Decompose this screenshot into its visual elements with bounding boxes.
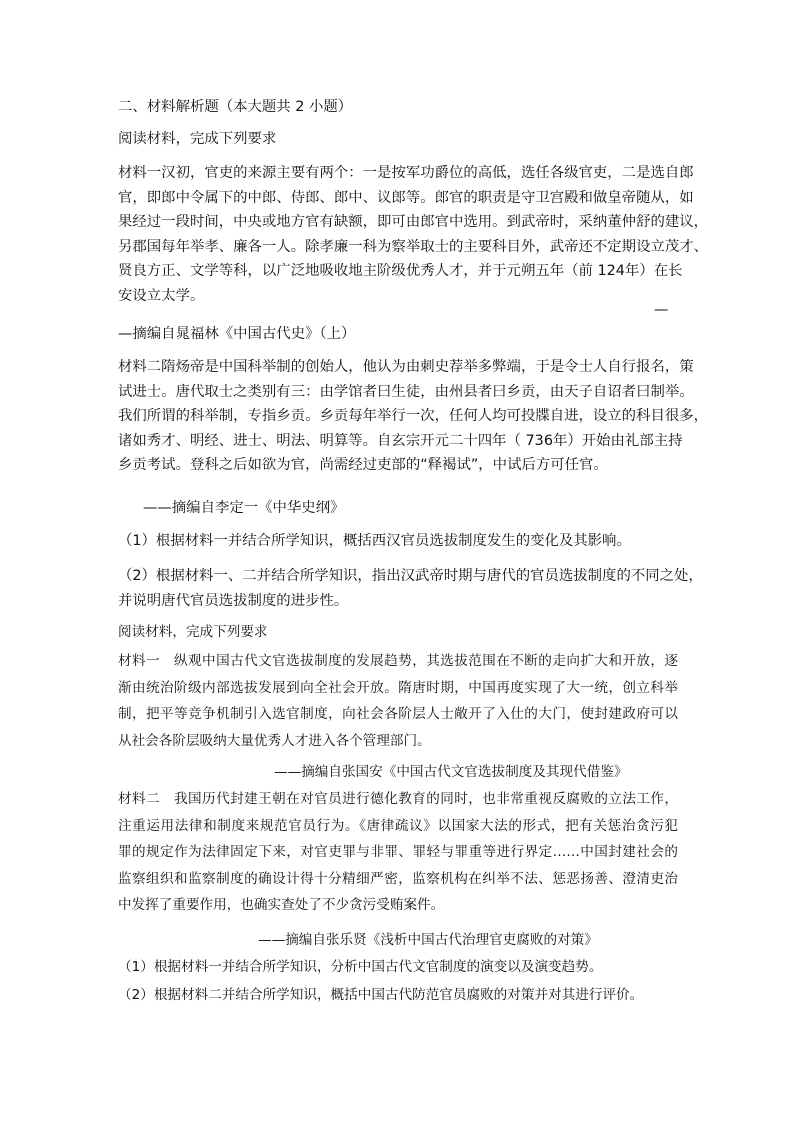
q2-m2-line: 中发挥了重要作用，也确实查处了不少贪污受贿案件。	[118, 897, 445, 913]
q2-m1-line: 渐由统治阶级内部选拔发展到向全社会开放。隋唐时期，中国再度实现了大一统，创立科举	[118, 679, 678, 696]
q1-instruction: 阅读材料，完成下列要求	[118, 131, 277, 147]
q2-question-1: （1）根据材料一并结合所学知识，分析中国古代文官制度的演变以及演变趋势。	[118, 959, 603, 975]
q1-m2-line: 材料二隋炀帝是中国科举制的创始人，他认为由刺史荐举多弊端，于是令士人自行报名，策	[118, 359, 694, 375]
q1-m1-line: 安设立太学。	[118, 287, 205, 304]
q2-m2-line: 罪的规定作为法律固定下来，对官吏罪与非罪、罪轻与罪重等进行界定……中国封建社会的	[118, 844, 678, 860]
q2-question-2: （2）根据材料二并结合所学知识，概括中国古代防范官员腐败的对策并对其进行评价。	[118, 987, 644, 1003]
q2-m2-line: 监察组织和监察制度的确设计得十分精细严密，监察机构在纠举不法、惩恶扬善、澄清吏治	[118, 870, 678, 887]
q2-m2-source: ——摘编自张乐贤《浅析中国古代治理官吏腐败的对策》	[258, 932, 598, 948]
q2-m2-line: 材料二 我国历代封建王朝在对官员进行德化教育的同时，也非常重视反腐败的立法工作，	[118, 791, 678, 807]
q1-question-1: （1）根据材料一并结合所学知识，概括西汉官员选拔制度发生的变化及其影响。	[118, 533, 631, 549]
q1-m1-line: 贤良方正、文学等科，以广泛地吸收地主阶级优秀人才，并于元朔五年（前 124年）在长	[118, 263, 683, 279]
q1-m1-line: 果经过一段时间，中央或地方官有缺额，即可由郎官中选用。到武帝时，采纳董仲舒的建议，	[118, 214, 709, 230]
q2-material-two	[118, 786, 678, 919]
q2-m1-line: 材料一 纵观中国古代文官选拔制度的发展趋势，其选拔范围在不断的走向扩大和开放，逐	[118, 653, 678, 669]
q2-m2-line: 注重运用法律和制度来规范官员行为。《唐律疏议》以国家大法的形式，把有关惩治贪污犯	[118, 817, 678, 834]
q1-m1-source: —摘编自晁福林《中国古代史》（上）	[118, 326, 356, 342]
q1-m1-line: 另郡国每年举孝、廉各一人。除孝廉一科为察举取士的主要科目外，武帝还不定期设立茂才、	[118, 238, 709, 255]
q2-m1-source: ——摘编自张国安《中国古代文官选拔制度及其现代借鉴》	[274, 764, 628, 780]
q1-m1-line: 材料一汉初，官吏的来源主要有两个：一是按军功爵位的高低，选任各级官吏，二是选自郎	[118, 165, 694, 181]
q1-material-one	[118, 161, 709, 308]
q1-m2-source: ——摘编自李定一《中华史纲》	[143, 500, 345, 516]
q1-m1-line: 官，即郎中令属下的中郎、侍郎、郎中、议郎等。郎官的职责是守卫宫殿和做皇帝随从，如	[118, 189, 694, 206]
q1-m2-line: 诸如秀才、明经、进士、明法、明算等。自玄宗开元二十四年（ 736年）开始由礼部主持	[118, 432, 683, 449]
q1-question-2	[118, 564, 703, 613]
q2-m1-line: 制，把平等竞争机制引入选官制度，向社会各阶层人士敞开了入仕的大门，使封建政府可以	[118, 706, 678, 722]
q2-material-one	[118, 648, 678, 754]
q1-q2-line: 并说明唐代官员选拔制度的进步性。	[118, 592, 349, 609]
q2-m1-line: 从社会各阶层吸纳大量优秀人才进入各个管理部门。	[118, 732, 431, 749]
q2-instruction: 阅读材料，完成下列要求	[118, 624, 268, 640]
q1-m2-line: 乡贡考试。登科之后如欲为官，尚需经过吏部的“释褐试”，中试后方可任官。	[118, 457, 608, 473]
q1-q2-line: （2）根据材料一、二并结合所学知识，指出汉武帝时期与唐代的官员选拔制度的不同之处，	[118, 568, 703, 584]
q1-m2-line: 我们所谓的科举制，专指乡贡。乡贡每年举行一次，任何人均可投牒自进，设立的科目很多，	[118, 408, 709, 424]
q1-m2-line: 试进士。唐代取士之类别有三：由学馆者曰生徒，由州县者曰乡贡，由天子自诏者曰制举。	[118, 383, 694, 400]
dash-mark: —	[654, 302, 669, 318]
q1-material-two	[118, 355, 709, 478]
section-heading: 二、材料解析题（本大题共 2 小题）	[118, 99, 353, 115]
